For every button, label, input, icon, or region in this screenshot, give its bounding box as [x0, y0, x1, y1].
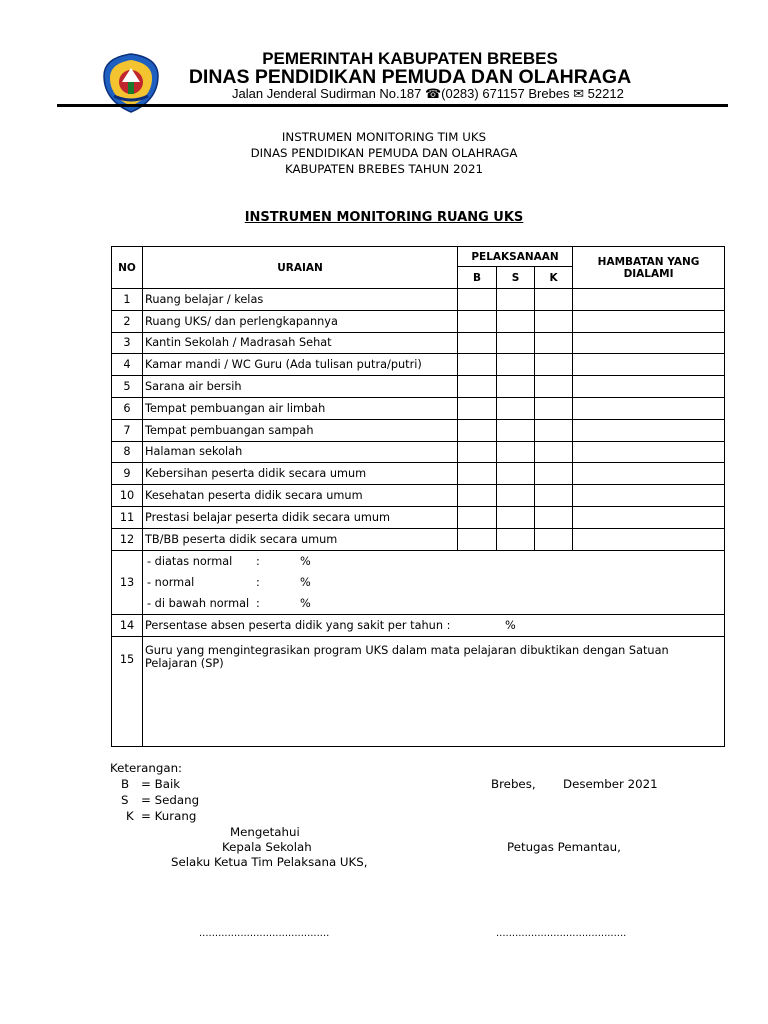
row-number: 12 — [112, 528, 143, 550]
row-15-text: Guru yang mengintegrasikan program UKS dalam mata pelajaran dibuktikan dengan Satuan Pelajaran (SP) — [143, 636, 725, 746]
cell-k[interactable] — [535, 441, 573, 463]
cell-hambatan[interactable] — [573, 441, 725, 463]
row-13-item-label: - diatas normal — [147, 554, 233, 568]
header-k: K — [535, 267, 573, 289]
cell-s[interactable] — [497, 354, 535, 376]
table-row-14 — [112, 614, 725, 636]
row-14-percent: % — [505, 618, 516, 632]
cell-s[interactable] — [497, 289, 535, 311]
department-address: Jalan Jenderal Sudirman No.187 ☎(0283) 671157 Brebes ✉ 52212 — [232, 86, 624, 101]
row-description: Kebersihan peserta didik secara umum — [143, 463, 458, 485]
cell-b[interactable] — [458, 354, 497, 376]
cell-b[interactable] — [458, 441, 497, 463]
row-description: TB/BB peserta didik secara umum — [143, 528, 458, 550]
cell-s[interactable] — [497, 528, 535, 550]
cell-b[interactable] — [458, 376, 497, 398]
cell-hambatan[interactable] — [573, 397, 725, 419]
legend-code: K — [126, 809, 134, 823]
table-row — [112, 354, 725, 376]
cell-hambatan[interactable] — [573, 485, 725, 507]
form-title — [0, 210, 768, 225]
letterhead-rule — [57, 104, 728, 107]
row-number: 8 — [112, 441, 143, 463]
row-description: Tempat pembuangan air limbah — [143, 397, 458, 419]
table-row-15 — [112, 636, 725, 746]
row-13-item — [143, 551, 724, 572]
header-hambatan — [573, 247, 725, 289]
legend-code: S — [121, 793, 129, 807]
row-number: 1 — [112, 289, 143, 311]
cell-s[interactable] — [497, 485, 535, 507]
cell-hambatan[interactable] — [573, 354, 725, 376]
government-name: PEMERINTAH KABUPATEN BREBES — [262, 49, 558, 68]
row-number: 13 — [112, 550, 143, 614]
cell-k[interactable] — [535, 376, 573, 398]
cell-s[interactable] — [497, 419, 535, 441]
cell-b[interactable] — [458, 332, 497, 354]
header-hambatan-text: HAMBATAN YANG DIALAMI — [597, 255, 700, 280]
cell-hambatan[interactable] — [573, 332, 725, 354]
row-13-item-percent: % — [300, 575, 311, 589]
cell-hambatan[interactable] — [573, 310, 725, 332]
cell-k[interactable] — [535, 354, 573, 376]
table-row — [112, 506, 725, 528]
monitoring-table — [111, 246, 725, 747]
row-number: 11 — [112, 506, 143, 528]
row-description: Halaman sekolah — [143, 441, 458, 463]
row-description: Kantin Sekolah / Madrasah Sehat — [143, 332, 458, 354]
table-row — [112, 441, 725, 463]
row-number: 2 — [112, 310, 143, 332]
row-number: 3 — [112, 332, 143, 354]
place: Brebes, — [491, 777, 536, 791]
sign-left-line-2: Kepala Sekolah — [222, 840, 312, 854]
row-13-items — [143, 551, 724, 614]
row-description: Kesehatan peserta didik secara umum — [143, 485, 458, 507]
table-row — [112, 419, 725, 441]
legend-title: Keterangan: — [110, 761, 183, 775]
row-13-item-percent: % — [300, 554, 311, 568]
cell-s[interactable] — [497, 506, 535, 528]
date: Desember 2021 — [563, 777, 658, 791]
legend-text: = Sedang — [141, 793, 200, 807]
cell-s[interactable] — [497, 441, 535, 463]
cell-s[interactable] — [497, 463, 535, 485]
row-13-item-colon: : — [256, 575, 260, 589]
row-13-item-colon: : — [256, 554, 260, 568]
row-number: 10 — [112, 485, 143, 507]
row-13-item-label: - di bawah normal — [147, 596, 250, 610]
row-description: Kamar mandi / WC Guru (Ada tulisan putra/putri) — [143, 354, 458, 376]
cell-hambatan[interactable] — [573, 528, 725, 550]
cell-b[interactable] — [458, 419, 497, 441]
form-title-text: INSTRUMEN MONITORING RUANG UKS — [244, 210, 524, 225]
cell-s[interactable] — [497, 332, 535, 354]
document-title-line-3: KABUPATEN BREBES TAHUN 2021 — [284, 162, 484, 176]
header-s: S — [497, 267, 535, 289]
row-description: Sarana air bersih — [143, 376, 458, 398]
sign-left-line-3: Selaku Ketua Tim Pelaksana UKS, — [171, 855, 368, 869]
row-13-item — [143, 593, 724, 614]
table-row — [112, 332, 725, 354]
cell-hambatan[interactable] — [573, 463, 725, 485]
header-uraian: URAIAN — [143, 247, 458, 289]
cell-b[interactable] — [458, 485, 497, 507]
cell-s[interactable] — [497, 397, 535, 419]
row-description: Ruang UKS/ dan perlengkapannya — [143, 310, 458, 332]
row-description: Tempat pembuangan sampah — [143, 419, 458, 441]
document-title-line-1: INSTRUMEN MONITORING TIM UKS — [281, 130, 487, 144]
table-row — [112, 310, 725, 332]
cell-k[interactable] — [535, 528, 573, 550]
cell-s[interactable] — [497, 310, 535, 332]
department-name: DINAS PENDIDIKAN PEMUDA DAN OLAHRAGA — [188, 66, 632, 88]
row-13-item-colon: : — [256, 596, 260, 610]
cell-b[interactable] — [458, 528, 497, 550]
sign-right-dots: ......................................... — [496, 928, 627, 939]
document-title-line-2: DINAS PENDIDIKAN PEMUDA DAN OLAHRAGA — [250, 146, 518, 160]
row-13-item-percent: % — [300, 596, 311, 610]
row-14-text: Persentase absen peserta didik yang sakit per tahun : — [145, 618, 451, 632]
cell-k[interactable] — [535, 506, 573, 528]
sign-right-line-1: Petugas Pemantau, — [507, 840, 621, 854]
row-number: 6 — [112, 397, 143, 419]
row-description: Prestasi belajar peserta didik secara umum — [143, 506, 458, 528]
row-number: 9 — [112, 463, 143, 485]
row-14-content — [143, 614, 725, 636]
cell-b[interactable] — [458, 289, 497, 311]
sign-left-line-1: Mengetahui — [230, 825, 300, 839]
cell-b[interactable] — [458, 310, 497, 332]
cell-hambatan[interactable] — [573, 419, 725, 441]
row-number: 15 — [112, 636, 143, 746]
cell-b[interactable] — [458, 397, 497, 419]
table-row — [112, 463, 725, 485]
legend-text: = Kurang — [141, 809, 197, 823]
header-b: B — [458, 267, 497, 289]
cell-s[interactable] — [497, 376, 535, 398]
row-13-item-label: - normal — [147, 575, 195, 589]
cell-k[interactable] — [535, 463, 573, 485]
table-row-13 — [112, 550, 725, 614]
row-13-item — [143, 572, 724, 593]
header-pelaksanaan: PELAKSANAAN — [458, 247, 573, 267]
legend-code: B — [121, 777, 130, 791]
table-row — [112, 485, 725, 507]
cell-k[interactable] — [535, 485, 573, 507]
table-rows — [112, 289, 725, 551]
row-description: Ruang belajar / kelas — [143, 289, 458, 311]
row-13-content — [143, 550, 725, 614]
cell-hambatan[interactable] — [573, 289, 725, 311]
cell-b[interactable] — [458, 463, 497, 485]
cell-k[interactable] — [535, 310, 573, 332]
legend-text: = Baik — [141, 777, 181, 791]
cell-k[interactable] — [535, 419, 573, 441]
table-row — [112, 528, 725, 550]
row-number: 7 — [112, 419, 143, 441]
row-number: 14 — [112, 614, 143, 636]
cell-b[interactable] — [458, 506, 497, 528]
cell-hambatan[interactable] — [573, 376, 725, 398]
sign-left-dots: ......................................... — [199, 928, 330, 939]
table-row — [112, 397, 725, 419]
table-row — [112, 289, 725, 311]
cell-k[interactable] — [535, 289, 573, 311]
cell-k[interactable] — [535, 397, 573, 419]
cell-hambatan[interactable] — [573, 506, 725, 528]
table-row — [112, 376, 725, 398]
header-no: NO — [112, 247, 143, 289]
cell-k[interactable] — [535, 332, 573, 354]
row-number: 5 — [112, 376, 143, 398]
row-number: 4 — [112, 354, 143, 376]
